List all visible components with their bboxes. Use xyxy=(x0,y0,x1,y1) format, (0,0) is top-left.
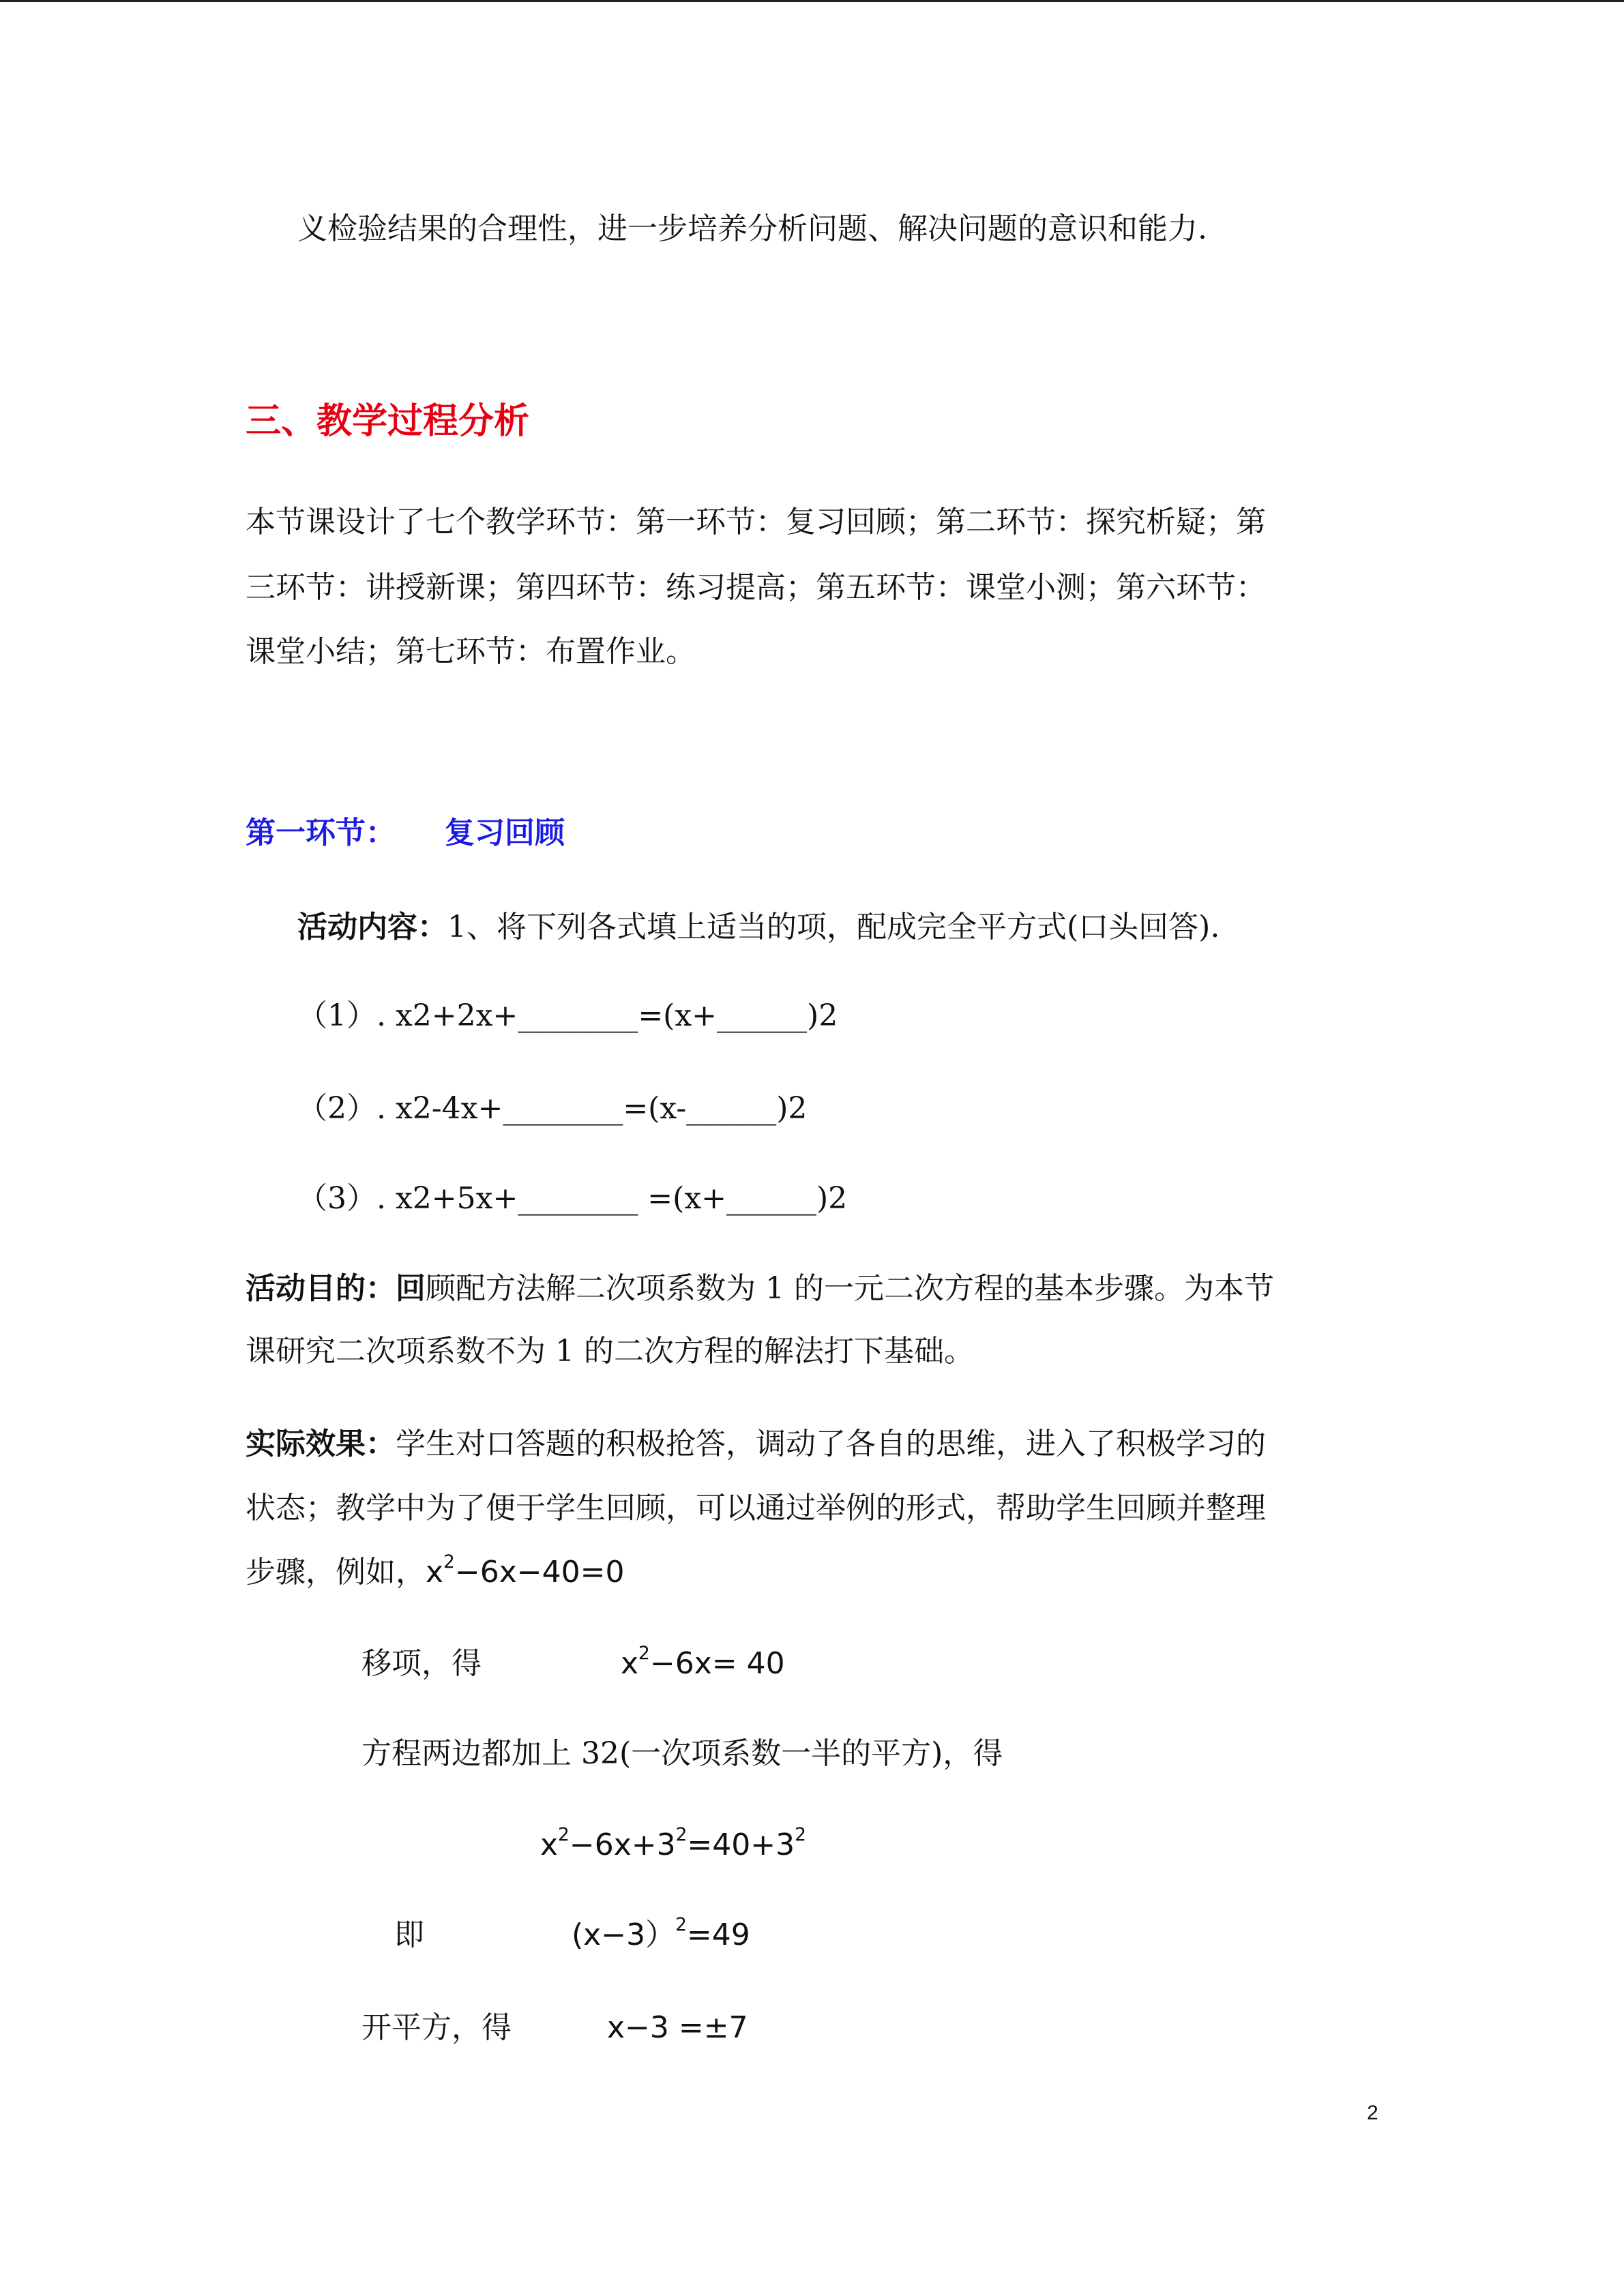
effect-label: 实际效果： xyxy=(246,1427,396,1461)
step-1-label: 移项，得 xyxy=(361,1646,482,1681)
step-2-text: 方程两边都加上 32(一次项系数一半的平方)，得 xyxy=(361,1736,1003,1771)
paragraph-continuation: 义检验结果的合理性，进一步培养分析问题、解决问题的意识和能力. xyxy=(297,211,1207,246)
effect-text-1: 学生对口答题的积极抢答，调动了各自的思维，进入了积极学习的 xyxy=(396,1427,1266,1461)
intro-line-1: 本节课设计了七个教学环节：第一环节：复习回顾；第二环节：探究析疑；第 xyxy=(246,505,1266,539)
subsection-name: 复习回顾 xyxy=(445,816,565,850)
purpose-line-2: 课研究二次项系数不为 1 的二次方程的解法打下基础。 xyxy=(246,1334,974,1369)
activity-label: 活动内容： xyxy=(297,910,447,944)
subsection-label: 第一环节： xyxy=(246,816,396,850)
step-5-label: 开平方，得 xyxy=(361,2010,512,2045)
activity-content xyxy=(297,907,1220,948)
page-number: 2 xyxy=(1367,2102,1378,2124)
activity-text: 1、将下列各式填上适当的项，配成完全平方式(口头回答). xyxy=(447,910,1220,944)
step-5-equation: x−3 =±7 xyxy=(607,2010,748,2045)
example-equation: $x^2-6x-40=0$ xyxy=(426,1551,625,1590)
effect-line-2: 状态；教学中为了便于学生回顾，可以通过举例的形式，帮助学生回顾并整理 xyxy=(246,1491,1266,1525)
subsection-title xyxy=(246,813,565,854)
exercise-item-2: （2）. x2-4x+________=(x-______)2 xyxy=(297,1091,808,1126)
purpose-label: 活动目的：回 xyxy=(246,1271,426,1306)
purpose-text-1: 顾配方法解二次项系数为 1 的一元二次方程的基本步骤。为本节 xyxy=(426,1271,1274,1306)
step-3-equation: $x^2-6x+3^2=40+3^2$ xyxy=(540,1823,806,1862)
exercise-item-3: （3）. x2+5x+________ =(x+______)2 xyxy=(297,1181,848,1216)
step-1-equation: $x^2-6x= 40$ xyxy=(621,1642,785,1681)
effect-line-1 xyxy=(246,1424,1266,1465)
step-4-equation: (x−3）$^2$=49 xyxy=(572,1913,750,1952)
effect-line-3 xyxy=(246,1552,624,1593)
intro-line-2: 三环节：讲授新课；第四环节：练习提高；第五环节：课堂小测；第六环节： xyxy=(246,570,1266,605)
page-top-border xyxy=(0,0,1624,2)
intro-line-3: 课堂小结；第七环节：布置作业。 xyxy=(246,634,696,669)
section-title: 三、教学过程分析 xyxy=(246,401,530,442)
purpose-line-1 xyxy=(246,1268,1274,1309)
effect-prefix: 步骤，例如， xyxy=(246,1555,426,1590)
step-4-label: 即 xyxy=(394,1918,424,1952)
exercise-item-1: （1）. x2+2x+________=(x+______)2 xyxy=(297,998,838,1033)
